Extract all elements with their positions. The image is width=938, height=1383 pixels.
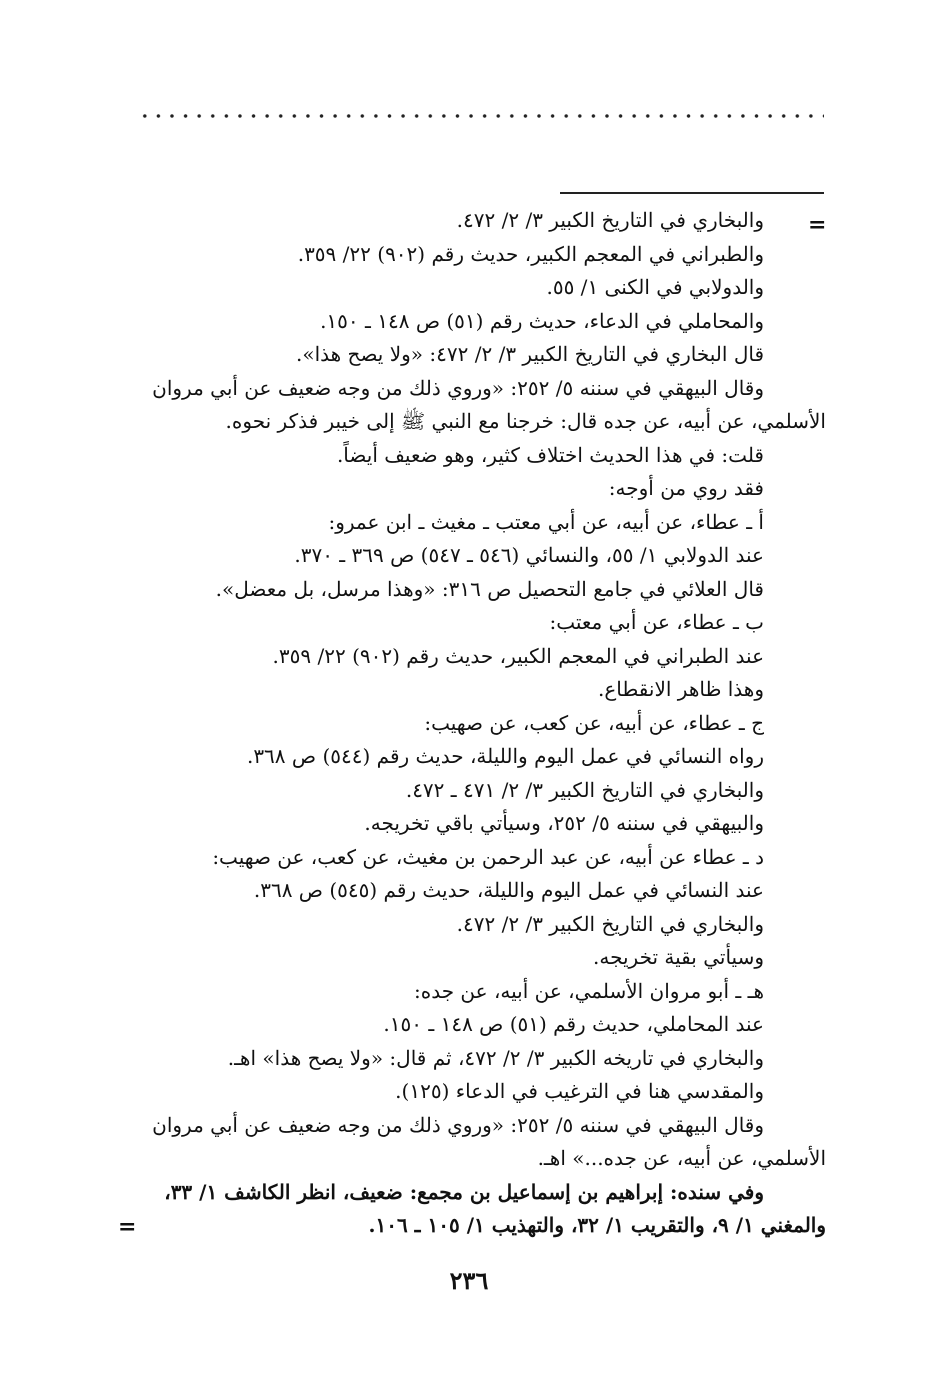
footnote-line: والبخاري في التاريخ الكبير ٣/ ٢/ ٤٧٢. — [456, 911, 764, 936]
footnote-line: قال العلائي في جامع التحصيل ص ٣١٦: «وهذا مرسل، بل معضل». — [215, 576, 764, 601]
footnote-line: قلت: في هذا الحديث اختلاف كثير، وهو ضعيف أيضاً. — [336, 442, 764, 467]
continuation-mark-top: = — [808, 212, 827, 238]
footnote-line: قال البخاري في التاريخ الكبير ٣/ ٢/ ٤٧٢: «ولا يصح هذا». — [295, 342, 764, 366]
footnote-line: والمغني ١/ ٩، والتقريب ١/ ٣٢، والتهذيب ١/ ١٠٥ ـ ١٠٦. — [368, 1213, 826, 1237]
footnote-block — [120, 204, 826, 1243]
footnote-line: د ـ عطاء عن أبيه، عن عبد الرحمن بن مغيث، عن كعب، عن صهيب: — [212, 844, 764, 869]
footnote-line: والبخاري في تاريخه الكبير ٣/ ٢/ ٤٧٢، ثم قال: «ولا يصح هذا» اهـ. — [227, 1045, 764, 1070]
footnote-line: فقد روي من أوجه: — [608, 476, 764, 500]
footnote-line: وقال البيهقي في سننه ٥/ ٢٥٢: «وروي ذلك من وجه ضعيف عن أبي مروان — [152, 375, 764, 400]
footnote-line: وفي سنده: إبراهيم بن إسماعيل بن مجمع: ضعيف، انظر الكاشف ١/ ٣٣، — [164, 1179, 764, 1204]
footnote-line: والمحاملي في الدعاء، حديث رقم (٥١) ص ١٤٨ ـ ١٥٠. — [320, 308, 764, 333]
footnote-line: والبيهقي في سننه ٥/ ٢٥٢، وسيأتي باقي تخريجه. — [364, 811, 764, 835]
footnote-line: الأسلمي، عن أبيه، عن جده قال: خرجنا مع النبي ﷺ إلى خيبر فذكر نحوه. — [225, 409, 826, 433]
footnote-line: أ ـ عطاء، عن أبيه، عن أبي معتب ـ مغيث ـ ابن عمرو: — [328, 509, 764, 534]
footnote-line: ج ـ عطاء، عن أبيه، عن كعب، عن صهيب: — [424, 710, 764, 735]
footnote-separator-line — [560, 192, 824, 194]
footnote-line: ب ـ عطاء، عن أبي معتب: — [549, 610, 764, 634]
footnote-line: والبخاري في التاريخ الكبير ٣/ ٢/ ٤٧١ ـ ٤٧٢. — [405, 777, 764, 802]
footnote-line: رواه النسائي في عمل اليوم والليلة، حديث رقم (٥٤٤) ص ٣٦٨. — [246, 744, 764, 768]
dotted-header-rule — [138, 112, 824, 120]
footnote-line: وسيأتي بقية تخريجه. — [592, 945, 764, 969]
footnote-line: وهذا ظاهر الانقطاع. — [597, 677, 764, 701]
footnote-line: والدولابي في الكنى ١/ ٥٥. — [546, 275, 764, 299]
footnote-line: الأسلمي، عن أبيه، عن جده...» اهـ. — [537, 1146, 826, 1170]
footnote-line: عند النسائي في عمل اليوم والليلة، حديث رقم (٥٤٥) ص ٣٦٨. — [253, 878, 764, 902]
footnote-line: والبخاري في التاريخ الكبير ٣/ ٢/ ٤٧٢. — [456, 208, 764, 232]
footnote-line: عند الدولابي ١/ ٥٥، والنسائي (٥٤٦ ـ ٥٤٧) ص ٣٦٩ ـ ٣٧٠. — [294, 543, 764, 567]
page-number: ٢٣٦ — [449, 1266, 489, 1295]
footnote-line: والمقدسي هنا في الترغيب في الدعاء (١٢٥). — [395, 1079, 764, 1103]
footnote-line: عند الطبراني في المعجم الكبير، حديث رقم (٩٠٢) ٢٢/ ٣٥٩. — [272, 643, 764, 668]
footnote-line: هـ ـ أبو مروان الأسلمي، عن أبيه، عن جده: — [414, 978, 764, 1003]
footnote-line: عند المحاملي، حديث رقم (٥١) ص ١٤٨ ـ ١٥٠. — [383, 1012, 764, 1036]
footnote-line: وقال البيهقي في سننه ٥/ ٢٥٢: «وروي ذلك من وجه ضعيف عن أبي مروان — [152, 1112, 764, 1137]
footnote-line: والطبراني في المعجم الكبير، حديث رقم (٩٠٢) ٢٢/ ٣٥٩. — [297, 241, 764, 266]
continuation-mark-bottom: = — [118, 1214, 137, 1240]
